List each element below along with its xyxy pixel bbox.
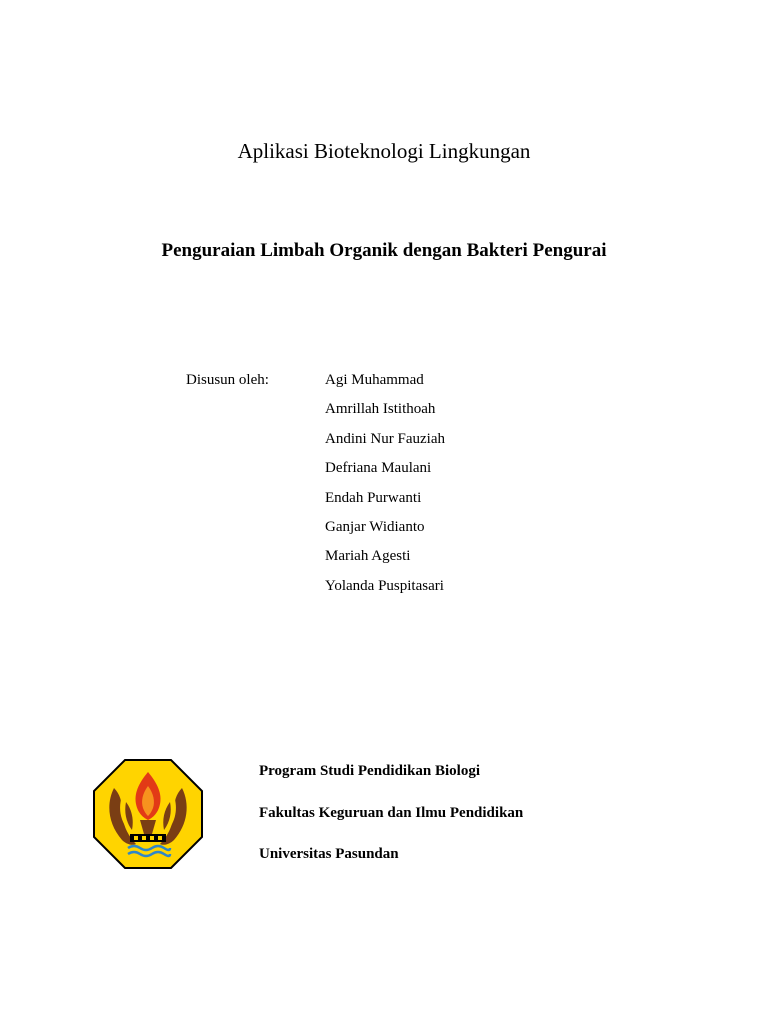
author-name: Endah Purwanti <box>325 489 422 506</box>
author-name: Amrillah Istithoah <box>325 401 436 418</box>
author-name: Andini Nur Fauziah <box>325 430 445 447</box>
author-name: Yolanda Puspitasari <box>325 577 444 594</box>
study-program: Program Studi Pendidikan Biologi <box>259 763 481 779</box>
paper-title: Penguraian Limbah Organik dengan Bakteri Pengurai <box>161 240 607 261</box>
author-name: Defriana Maulani <box>325 460 432 477</box>
university-emblem-icon <box>92 758 204 870</box>
course-title: Aplikasi Bioteknologi Lingkungan <box>237 139 531 163</box>
author-name: Agi Muhammad <box>325 372 424 388</box>
authors-label: Disusun oleh: <box>186 372 269 388</box>
faculty-name: Fakultas Keguruan dan Ilmu Pendidikan <box>259 804 524 821</box>
institution-block <box>259 760 719 885</box>
university-name: Universitas Pasundan <box>259 846 399 862</box>
author-name: Mariah Agesti <box>325 548 411 565</box>
author-list <box>325 369 445 604</box>
author-name: Ganjar Widianto <box>325 518 425 535</box>
